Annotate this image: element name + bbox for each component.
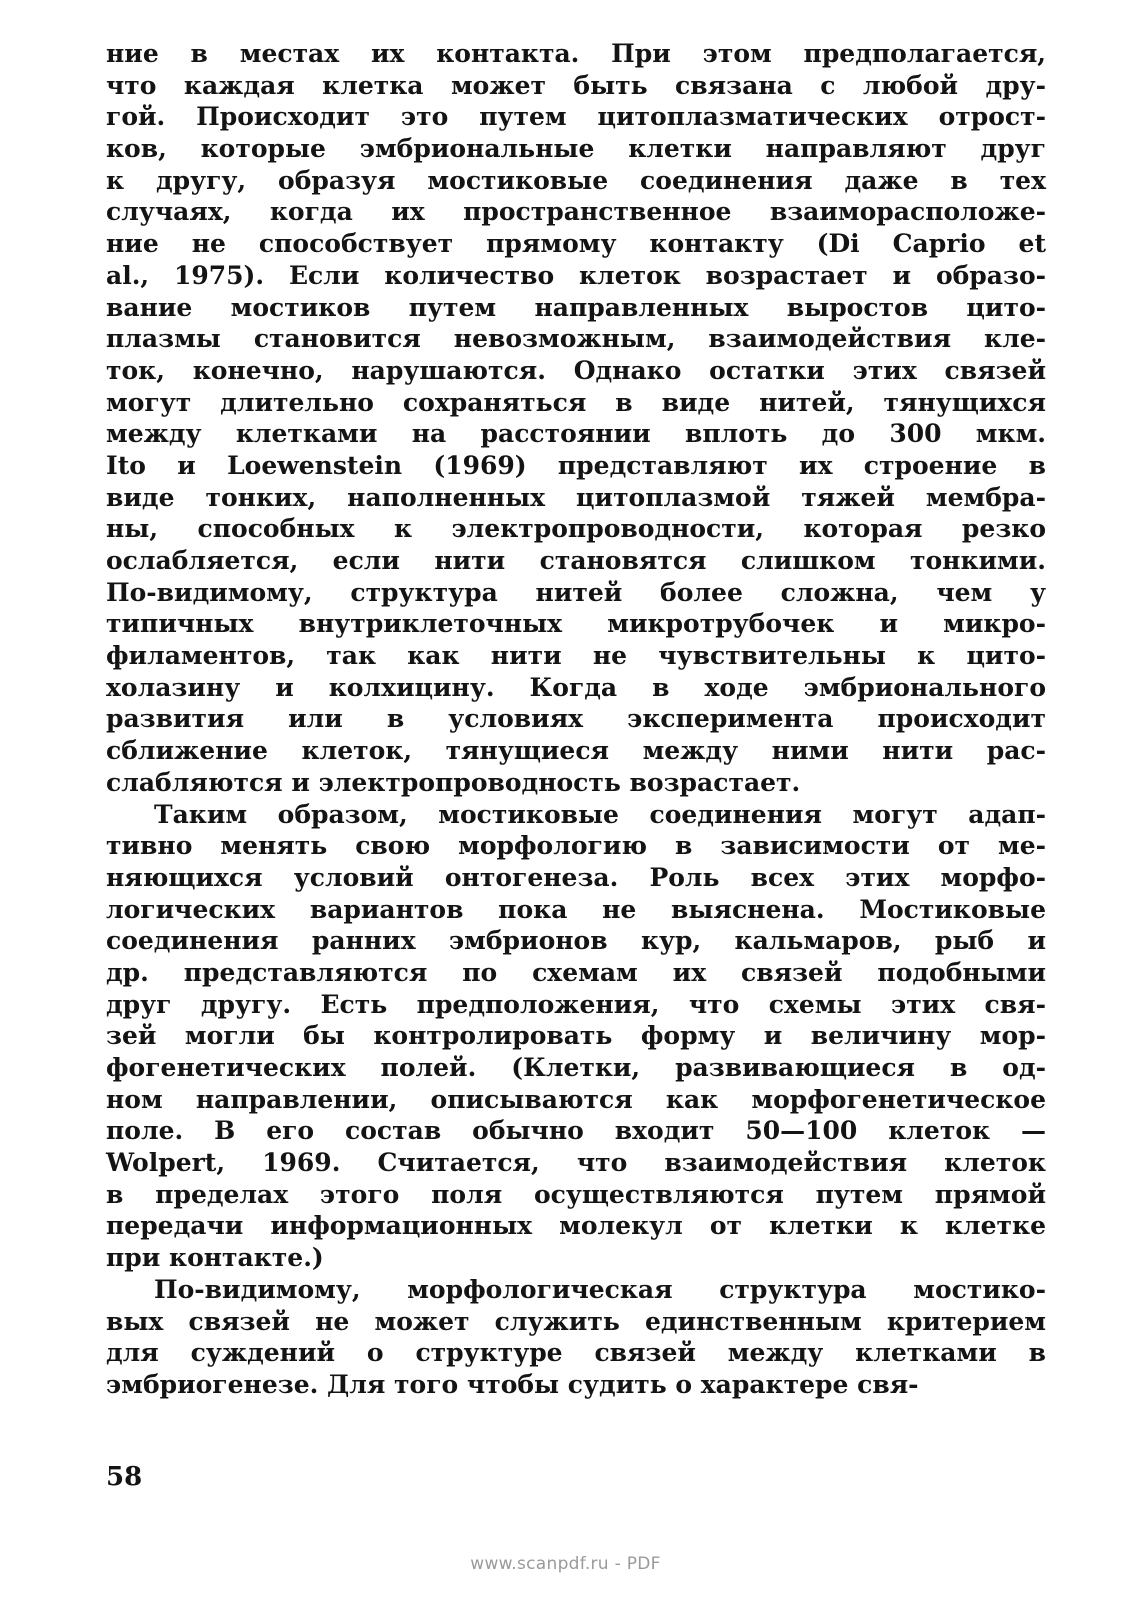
- text-line: вых связей не может служить единственным критерием: [106, 1306, 1046, 1336]
- text-line: гой. Происходит это путем цитоплазматических отрост-: [106, 102, 1046, 132]
- text-line: холазину и колхицину. Когда в ходе эмбрионального: [106, 672, 1046, 702]
- text-line: ток, конечно, нарушаются. Однако остатки этих связей: [106, 355, 1046, 385]
- text-line: сближение клеток, тянущиеся между ними нити рас-: [106, 736, 1046, 766]
- text-line: тивно менять свою морфологию в зависимости от ме-: [106, 831, 1046, 861]
- text-line: для суждений о структуре связей между клетками в: [106, 1338, 1046, 1368]
- text-line: филаментов, так как нити не чувствительны к цито-: [106, 641, 1046, 671]
- text-line: Таким образом, мостиковые соединения могут адап-: [154, 799, 1046, 829]
- text-line: Wolpert, 1969. Считается, что взаимодействия клеток: [106, 1148, 1046, 1178]
- text-line: могут длительно сохраняться в виде нитей, тянущихся: [106, 387, 1046, 417]
- text-line: зей могли бы контролировать форму и величину мор-: [106, 1021, 1046, 1051]
- text-line: случаях, когда их пространственное взаиморасположе-: [106, 197, 1046, 227]
- text-line: друг другу. Есть предположения, что схемы этих свя-: [106, 989, 1046, 1019]
- text-line: ослабляется, если нити становятся слишком тонкими.: [106, 546, 1046, 575]
- text-line: al., 1975). Если количество клеток возрастает и образо-: [106, 260, 1046, 290]
- text-line: эмбриогенезе. Для того чтобы судить о характере свя-: [106, 1369, 919, 1399]
- text-line: вание мостиков путем направленных выростов цито-: [106, 292, 1046, 322]
- footer-watermark: www.scanpdf.ru - PDF: [470, 1554, 661, 1574]
- text-line: поле. В его состав обычно входит 50—100 клеток —: [106, 1116, 1046, 1146]
- text-line: соединения ранних эмбрионов кур, кальмаров, рыб и: [106, 926, 1046, 956]
- text-line: По-видимому, структура нитей более сложна, чем у: [106, 577, 1046, 607]
- text-line: при контакте.): [106, 1243, 324, 1273]
- page-number: 58: [106, 1462, 143, 1492]
- text-line: слабляются и электропроводность возрастает.: [106, 767, 801, 797]
- text-line: к другу, образуя мостиковые соединения даже в тех: [106, 165, 1046, 195]
- text-line: фогенетических полей. (Клетки, развивающиеся в од-: [106, 1053, 1046, 1082]
- text-line: ны, способных к электропроводности, которая резко: [106, 514, 1046, 544]
- paragraph: [106, 799, 1046, 1274]
- text-line: ние не способствует прямому контакту (Di Caprio et: [106, 229, 1046, 259]
- text-line: др. представляются по схемам их связей подобными: [106, 957, 1046, 987]
- paragraph: [106, 1274, 1046, 1401]
- text-line: плазмы становится невозможным, взаимодействия кле-: [106, 324, 1046, 354]
- text-line: типичных внутриклеточных микротрубочек и микро-: [106, 609, 1046, 639]
- text-line: что каждая клетка может быть связана с любой дру-: [106, 70, 1046, 100]
- text-line: ние в местах их контакта. При этом предполагается,: [106, 39, 1046, 68]
- text-line: Ito и Loewenstein (1969) представляют их строение в: [106, 450, 1046, 480]
- body-text: [106, 38, 1046, 1401]
- text-line: в пределах этого поля осуществляются путем прямой: [106, 1179, 1046, 1209]
- text-line: виде тонких, наполненных цитоплазмой тяжей мембра-: [106, 482, 1046, 512]
- text-line: ков, которые эмбриональные клетки направляют друг: [106, 134, 1046, 164]
- text-line: между клетками на расстоянии вплоть до 300 мкм.: [106, 419, 1046, 449]
- text-line: ном направлении, описываются как морфогенетическое: [106, 1084, 1046, 1114]
- text-line: логических вариантов пока не выяснена. Мостиковые: [106, 894, 1046, 924]
- text-line: По-видимому, морфологическая структура мостико-: [154, 1274, 1046, 1304]
- text-line: няющихся условий онтогенеза. Роль всех этих морфо-: [106, 862, 1046, 892]
- paragraph: [106, 38, 1046, 799]
- text-line: передачи информационных молекул от клетки к клетке: [106, 1211, 1046, 1241]
- text-line: развития или в условиях эксперимента происходит: [106, 704, 1046, 734]
